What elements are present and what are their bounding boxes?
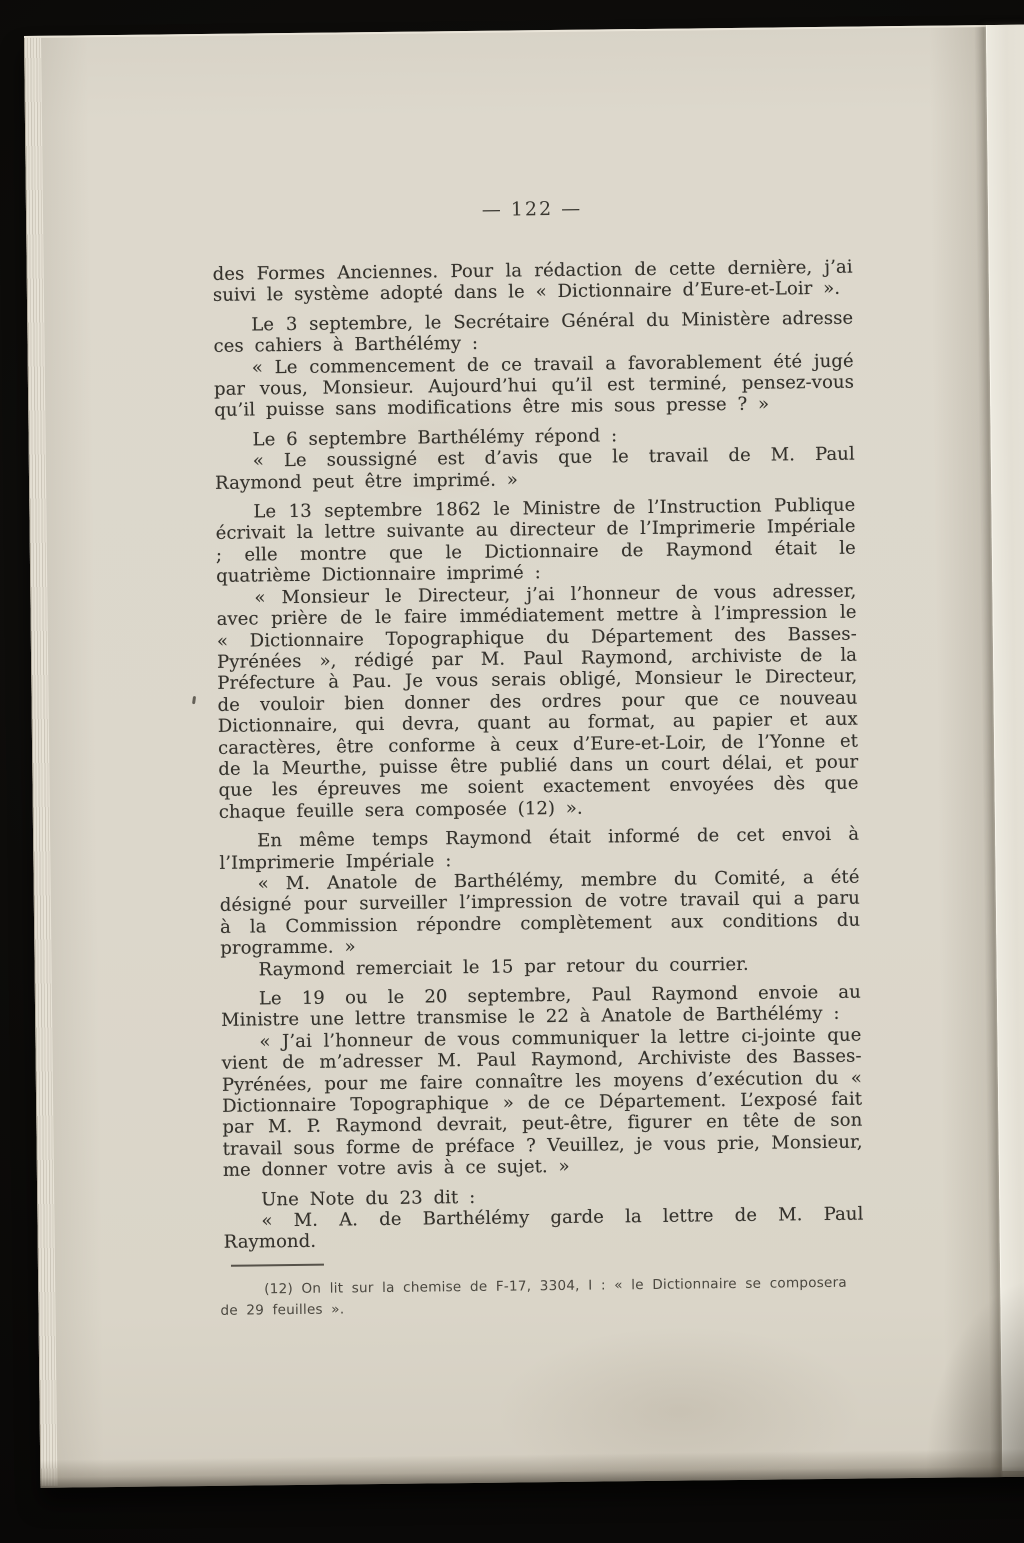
paragraph: Le 6 septembre Barthélémy répond : (252, 425, 618, 451)
paragraph: Raymond remerciait le 15 par retour du courrier. (258, 953, 749, 980)
ink-speck (192, 696, 196, 704)
page-stack-edges (24, 38, 57, 1486)
page-corner-shadow (922, 1277, 1024, 1478)
footnote-divider (231, 1264, 324, 1267)
paragraph: Le 19 ou le 20 septembre, Paul Raymond envoie au Ministre une lettre transmise le 22 à Anatole de Barthélémy : (221, 981, 862, 1032)
page-number: — 122 — (481, 197, 583, 221)
paragraph: Une Note du 23 dit : (261, 1186, 476, 1211)
paragraphs (213, 257, 864, 1254)
paragraph: « J’ai l’honneur de vous communiquer la lettre ci-jointe que vient de m’adresser M. Paul Raymond, Archiviste des Basses-Pyrénées, pour me faire connaître les moyens d’exécution du « Dictionnaire Topographique » de ce Département. L’exposé fait par M. P. Raymond devrait, peut-être, figurer en tête de son travail sous forme de préface ? Veuillez, je vous prie, Monsieur, me donner votre avis à ce sujet. » (221, 1024, 863, 1182)
paragraph: En même temps Raymond était informé de cet envoi à l’Imprimerie Impériale : (219, 823, 860, 874)
paragraph: « Le commencement de ce travail a favorablement été jugé par vous, Monsieur. Aujourd’hui qu’il est terminé, pensez-vous qu’il puisse sans modifications être mis sous presse ? » (213, 350, 855, 422)
paragraph: des Formes Anciennes. Pour la rédaction de cette dernière, j’ai suivi le système adopté dans le « Dictionnaire d’Eure-et-Loir ». (212, 256, 853, 307)
page-bottom-shadow (40, 1449, 1024, 1488)
text-block (212, 195, 866, 1442)
paragraph: Le 3 septembre, le Secrétaire Général du Ministère adresse ces cahiers à Barthélémy : (213, 307, 854, 358)
next-page-edge (986, 25, 1024, 1471)
paragraph: « M. A. de Barthélémy garde la lettre de M. Paul Raymond. (223, 1203, 864, 1254)
footnote (220, 1258, 865, 1322)
book-page (24, 25, 1024, 1488)
paragraph: « M. Anatole de Barthélémy, membre du Comité, a été désigné pour surveiller l’impression de votre travail qui a paru à la Commission répondre complètement aux conditions du programme. » (219, 866, 861, 960)
footnote-text: (12) On lit sur la chemise de F-17, 3304, I : « le Dictionnaire se composera de 29 feuilles ». (220, 1274, 847, 1319)
paragraph: « Monsieur le Directeur, j’ai l’honneur de vous adresser, avec prière de le faire immédiatement mettre à l’impression le « Dictionnaire Topographique du Département des Basses-Pyrénées », rédigé par M. Paul Raymond, archiviste de la Préfecture à Pau. Je vous serais obligé, Monsieur le Directeur, de vouloir bien donner des ordres pour que ce nouveau Dictionnaire, qui devra, quant au format, au papier et aux caractères, être conforme à ceux d’Eure-et-Loir, de l’Yonne et de la Meurthe, puisse être publié dans un court délai, et pour que les épreuves me soient exactement envoyées dès que chaque feuille sera composée (12) ». (216, 580, 859, 823)
paragraph: Le 13 septembre 1862 le Ministre de l’Instruction Publique écrivait la lettre suivante au directeur de l’Imprimerie Impériale ; elle montre que le Dictionnaire de Raymond était le quatrième Dictionnaire imprimé : (215, 494, 856, 588)
paragraph: « Le soussigné est d’avis que le travail de M. Paul Raymond peut être imprimé. » (214, 443, 855, 494)
